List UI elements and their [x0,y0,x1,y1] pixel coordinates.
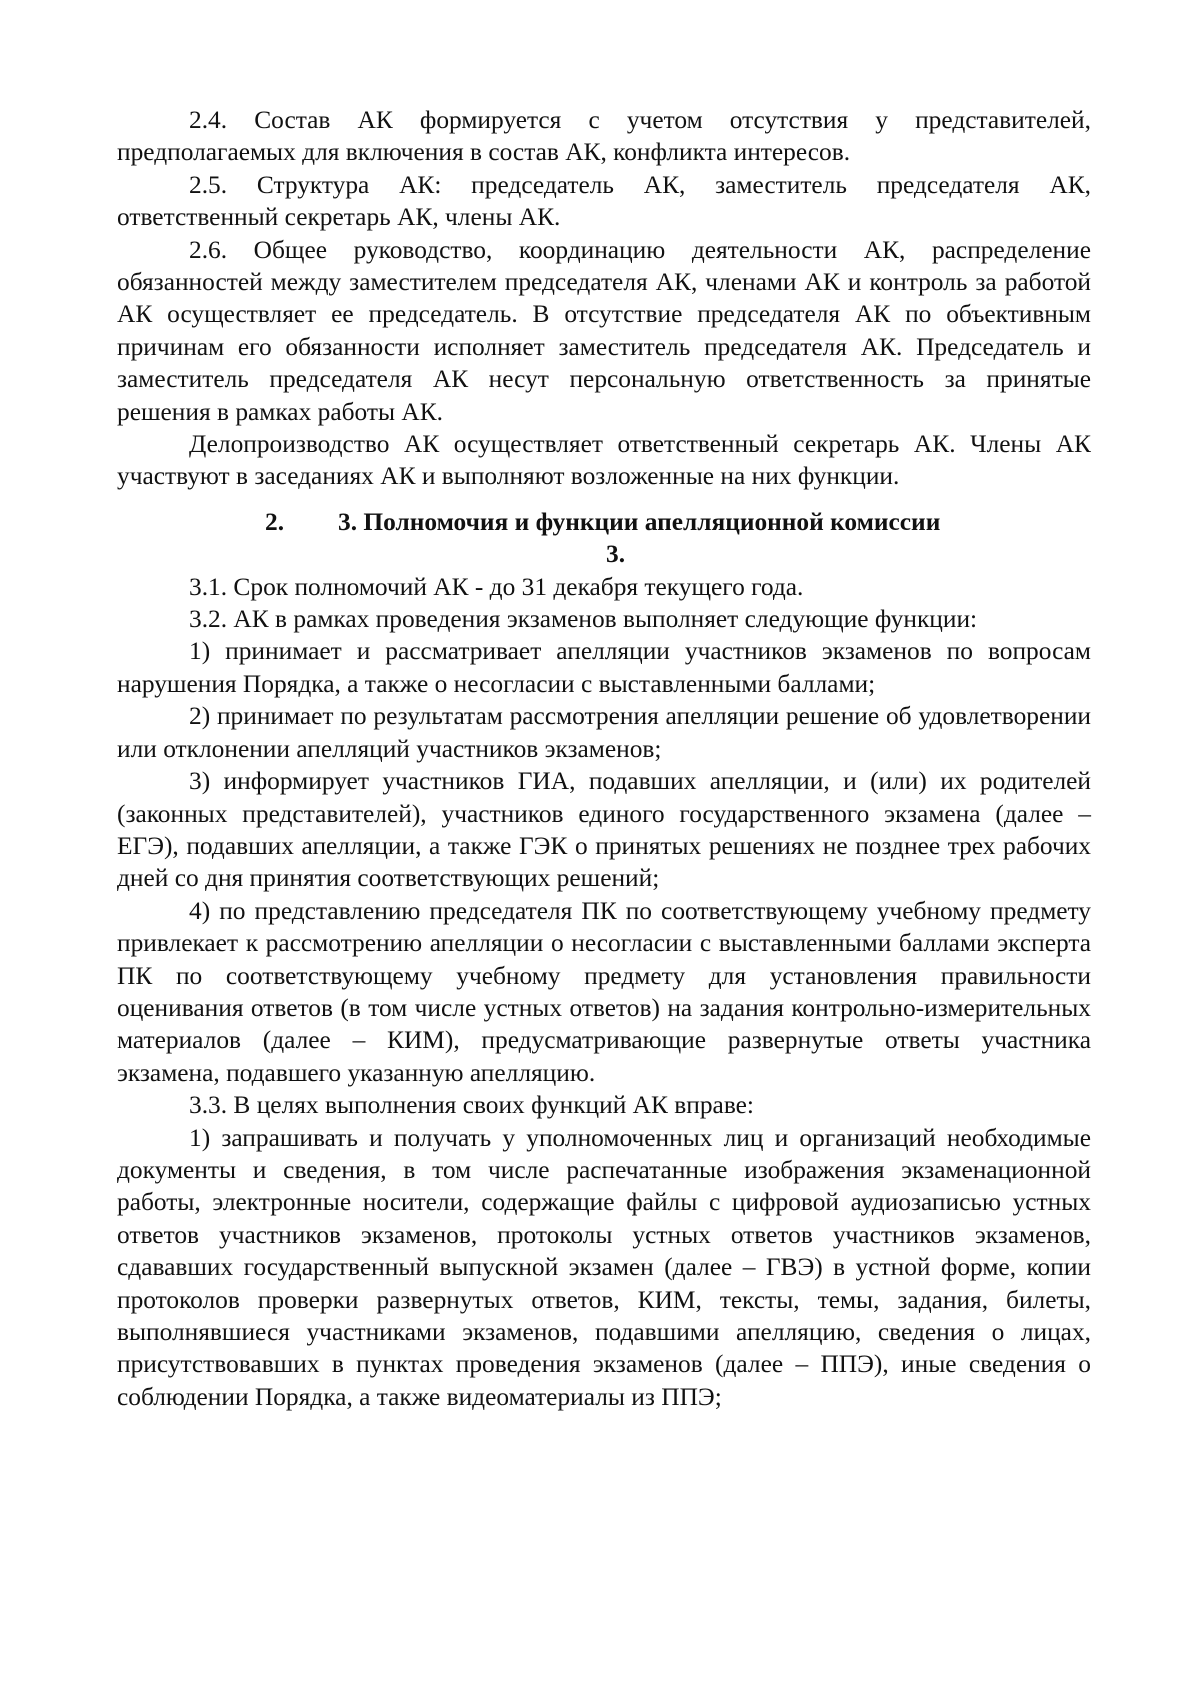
paragraph-2-4: 2.4. Состав АК формируется с учетом отсутствия у представителей, предполагаемых для включения в состав АК, конфликта интересов. [117,106,1091,167]
list-item-3-2-2: 2) принимает по результатам рассмотрения апелляции решение об удовлетворении или отклонении апелляций участников экзаменов; [117,702,1091,763]
paragraph-2-5: 2.5. Структура АК: председатель АК, заместитель председателя АК, ответственный секретарь АК, члены АК. [117,170,1091,232]
list-item-3-2-1: 1) принимает и рассматривает апелляции участников экзаменов по вопросам нарушения Порядка, а также о несогласии с выставленными баллами; [117,637,1091,698]
paragraph-2-6: 2.6. Общее руководство, координацию деятельности АК, распределение обязанностей между заместителем председателя АК, членами АК и контроль за работой АК осуществляет ее председатель. В отсутствие председателя АК по объективным причинам его обязанности исполняет заместитель председателя АК. Председатель и заместитель председателя АК несут персональную ответственность за принятые решения в рамках работы АК. [117,235,1091,426]
paragraph-3-2: 3.2. АК в рамках проведения экзаменов выполняет следующие функции: [189,605,978,634]
list-item-3-3-1: 1) запрашивать и получать у уполномоченных лиц и организаций необходимые документы и сведения, в том числе распечатанные изображения экзаменационной работы, электронные носители, содержащие файлы с цифровой аудиозаписью устных ответов участников экзаменов, протоколы устных ответов участников экзаменов, сдававших государственный выпускной экзамен (далее – ГВЭ) в устной форме, копии протоколов проверки развернутых ответов, КИМ, тексты, темы, задания, билеты, выполнявшиеся участниками экзаменов, подавшими апелляцию, сведения о лицах, присутствовавших в пунктах проведения экзаменов (далее – ППЭ), иные сведения о соблюдении Порядка, а также видеоматериалы из ППЭ; [117,1123,1091,1411]
section-3-heading [117,506,1091,571]
list-item-3-2-3: 3) информирует участников ГИА, подавших апелляции, и (или) их родителей (законных представителей), участников единого государственного экзамена (далее – ЕГЭ), подавших апелляции, а также ГЭК о принятых решениях не позднее трех рабочих дней со дня принятия соответствующих решений; [117,767,1091,893]
heading-title: 3. Полномочия и функции апелляционной комиссии [338,507,941,536]
list-item-3-2-4: 4) по представлению председателя ПК по соответствующему учебному предмету привлекает к рассмотрению апелляции о несогласии с выставленными баллами эксперта ПК по соответствующему учебному предмету для установления правильности оценивания ответов (в том числе устных ответов) на задания контрольно-измерительных материалов (далее – КИМ), предусматривающие развернутые ответы участника экзамена, подавшего указанную апелляцию. [117,896,1091,1087]
paragraph-3-3: 3.3. В целях выполнения своих функций АК вправе: [189,1091,754,1120]
document-body [117,104,1091,1413]
paragraph-records-management: Делопроизводство АК осуществляет ответственный секретарь АК. Члены АК участвуют в заседаниях АК и выполняют возложенные на них функции. [117,430,1091,491]
heading-number-left: 2. [265,507,285,536]
heading-number-under: 3. [606,540,626,569]
paragraph-3-1: 3.1. Срок полномочий АК - до 31 декабря текущего года. [189,572,804,601]
